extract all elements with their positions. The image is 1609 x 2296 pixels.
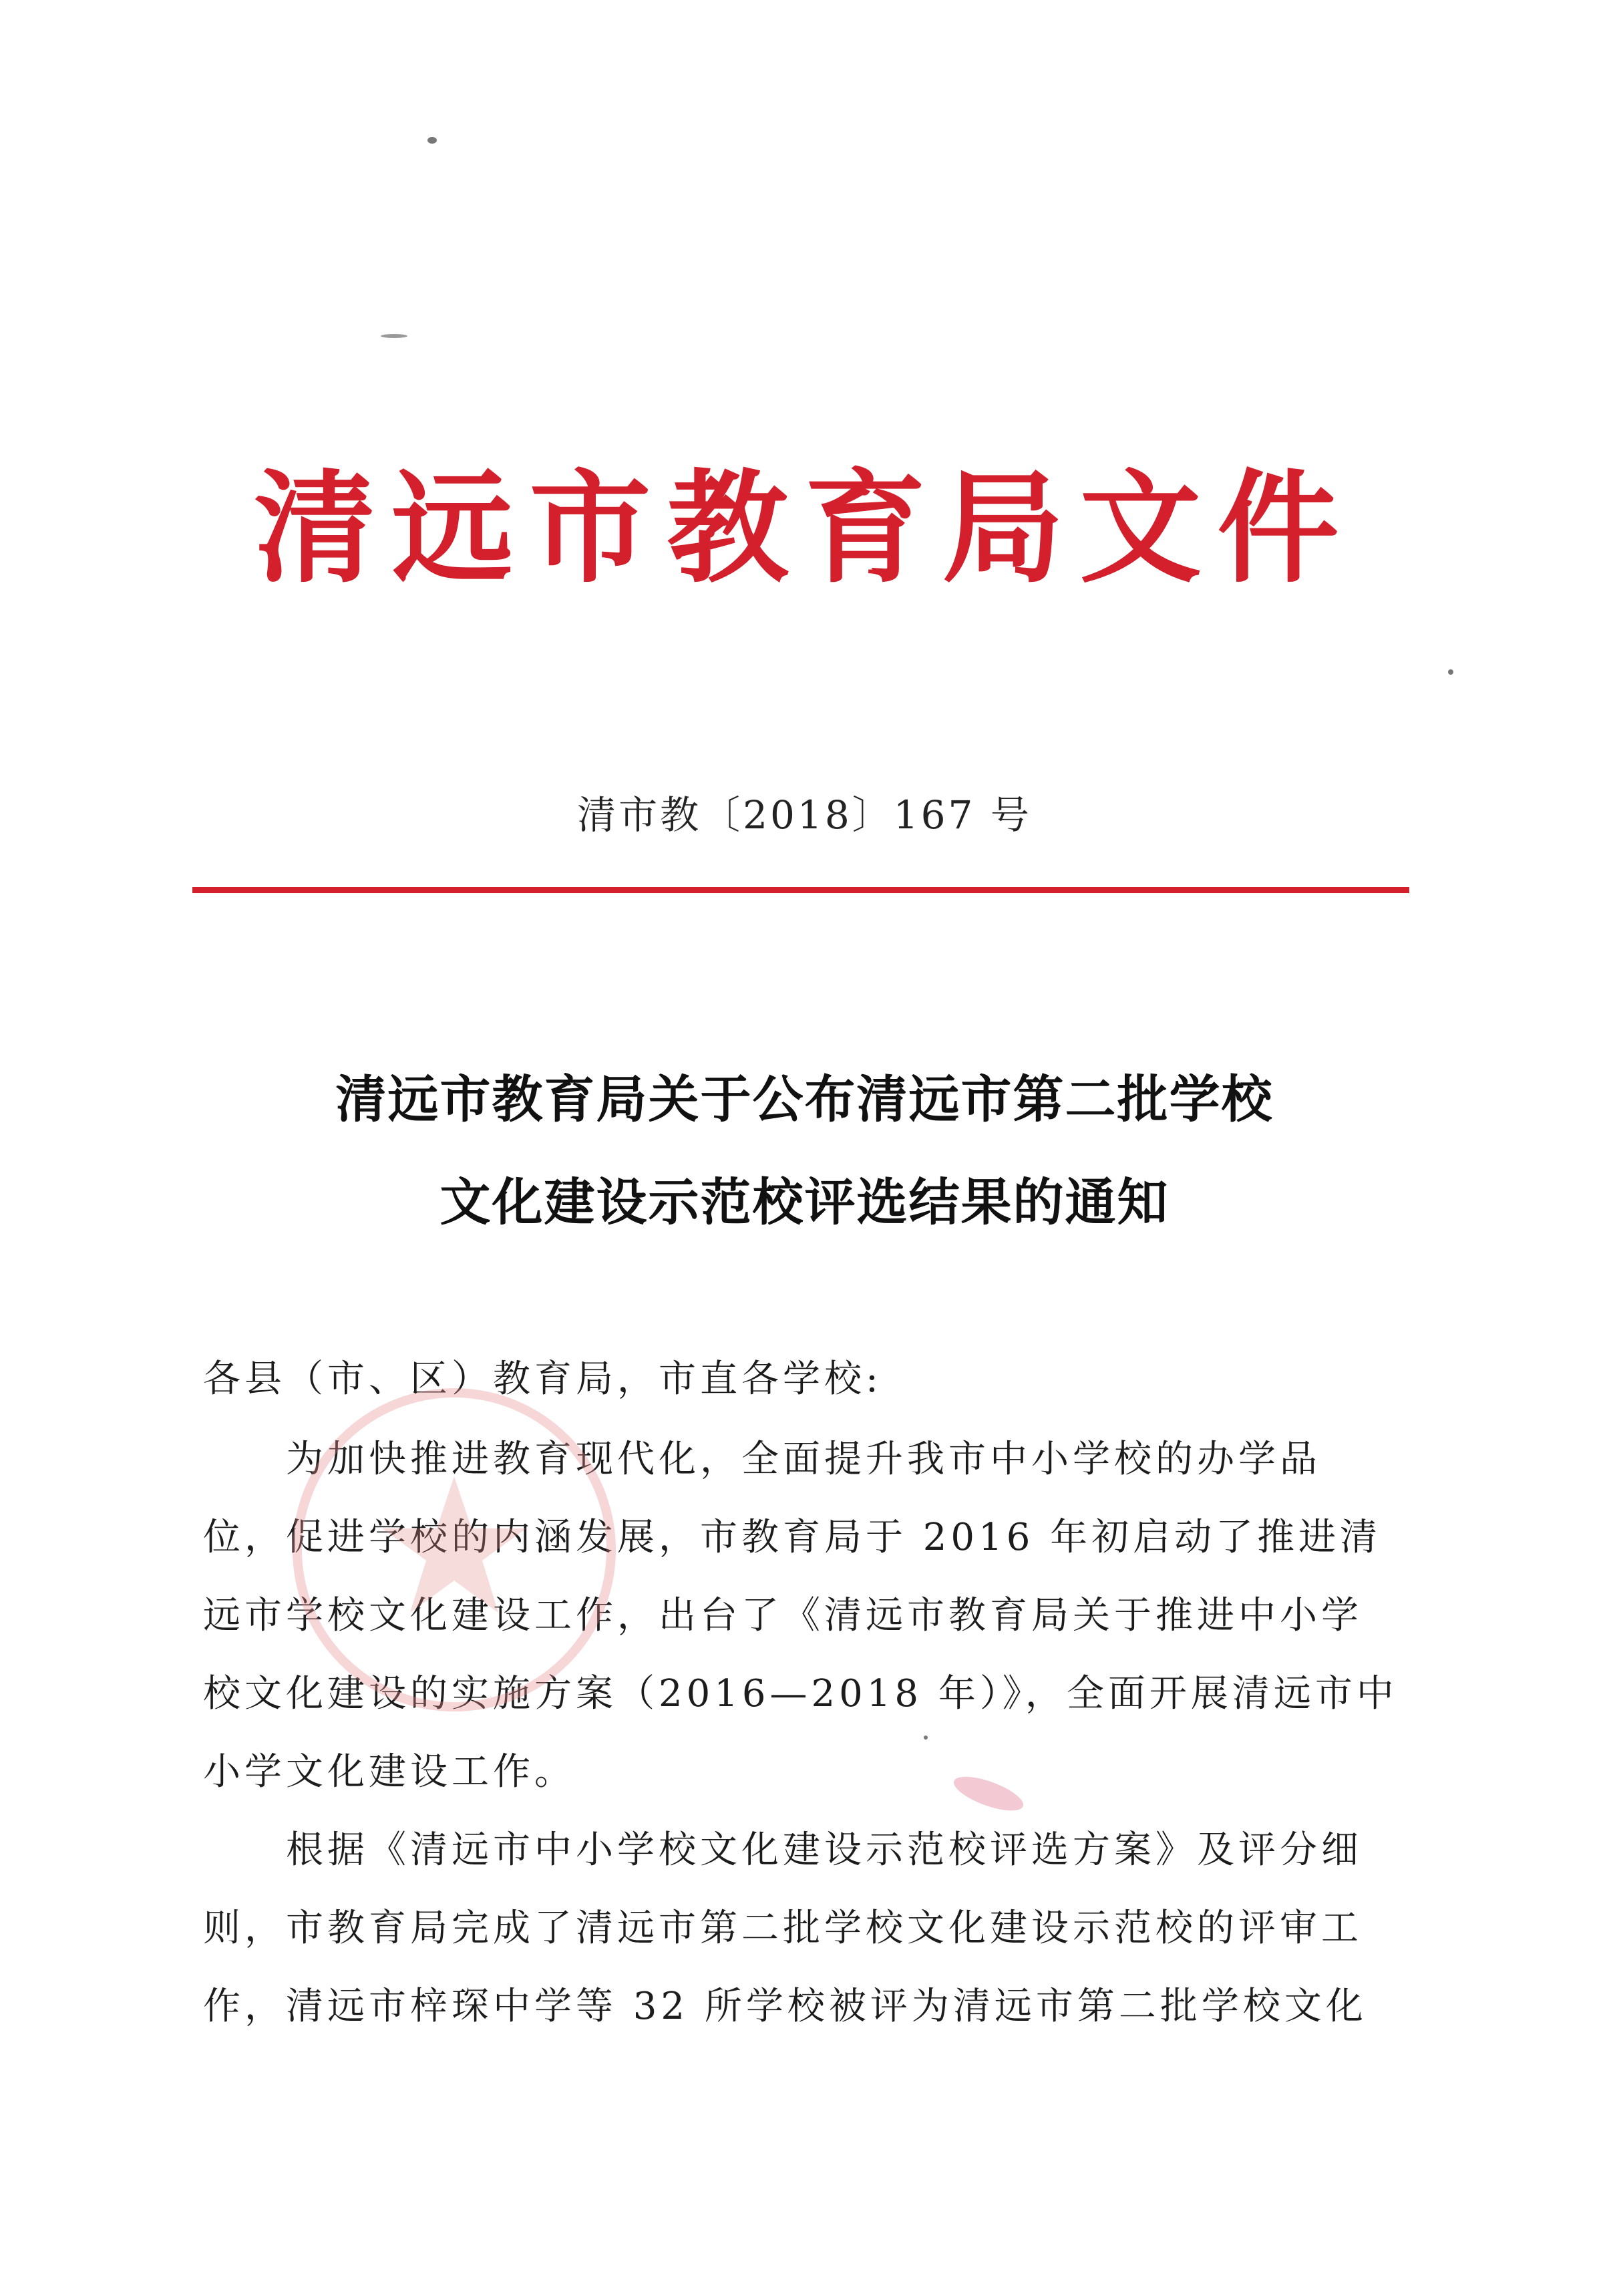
- scan-speck: [924, 1736, 928, 1740]
- ink-smudge: [948, 1774, 1029, 1814]
- scan-speck: [1448, 669, 1453, 675]
- document-number: 清市教〔2018〕167 号: [577, 792, 1032, 838]
- scan-speck: [381, 334, 407, 338]
- paragraph-1-line: 位，促进学校的内涵发展，市教育局于 2016 年初启动了推进清: [203, 1516, 1382, 1559]
- paragraph-2-line: 作，清远市梓琛中学等 32 所学校被评为清远市第二批学校文化: [203, 1985, 1367, 2028]
- paragraph-2: [203, 1827, 1436, 2062]
- paragraph-2-line: 根据《清远市中小学校文化建设示范校评选方案》及评分细: [286, 1828, 1363, 1872]
- red-divider-line: [192, 887, 1409, 893]
- paragraph-1-line: 校文化建设的实施方案（2016—2018 年）》，全面开展清远市中: [203, 1672, 1398, 1715]
- salutation-text: 各县（市、区）教育局，市直各学校:: [203, 1357, 882, 1401]
- notice-title-line-1: 清远市教育局关于公布清远市第二批学校: [335, 1070, 1274, 1129]
- paragraph-1-line: 为加快推进教育现代化，全面提升我市中小学校的办学品: [286, 1438, 1321, 1481]
- paragraph-1-line: 远市学校文化建设工作，出台了《清远市教育局关于推进中小学: [203, 1594, 1363, 1637]
- paragraph-1-line: 小学文化建设工作。: [203, 1750, 576, 1794]
- issuer-title: 清远市教育局文件: [254, 456, 1355, 599]
- official-seal-stamp: [281, 1376, 628, 1724]
- notice-title-line-2: 文化建设示范校评选结果的通知: [439, 1172, 1170, 1232]
- scan-speck: [427, 137, 437, 144]
- paragraph-2-line: 则，市教育局完成了清远市第二批学校文化建设示范校的评审工: [203, 1907, 1363, 1950]
